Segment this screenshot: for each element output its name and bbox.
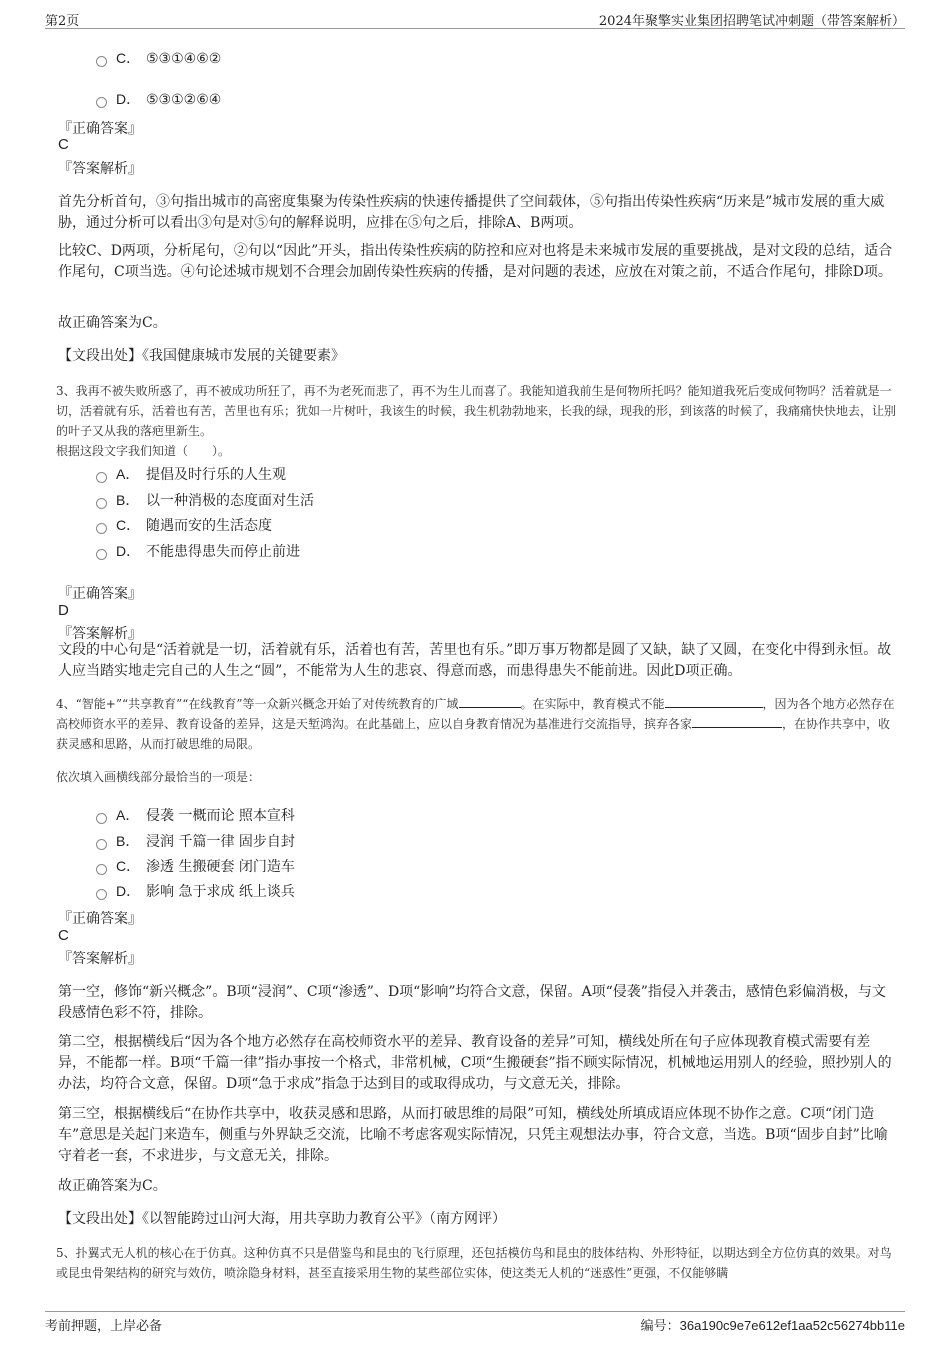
radio-icon[interactable] xyxy=(96,56,107,67)
q4-answer: C xyxy=(58,927,69,944)
q3-analysis: 文段的中心句是“活着就是一切，活着就有乐，活着也有苦，苦里也有乐。”即万事万物都是圆了又缺，缺了又圆，在变化中得到永恒。故人应当踏实地走完自己的人生之“圆”，不能常为人生的悲哀、得意而惑，而患得患失不能前进。因此D项正确。 xyxy=(58,642,892,679)
q4-analysis-p2: 第二空，根据横线后“因为各个地方必然存在高校师资水平的差异、教育设备的差异”可知，横线处所在句子应体现教育模式需要有差异，不能都一样。B项“千篇一律”指办事按一个格式，非常机械，C项“生搬硬套”指不顾实际情况，机械地运用别人的经验，照抄别人的办法，均符合文意，保留。D项“急于求成”指急于达到目的或取得成功，与文意无关，排除。 xyxy=(58,1034,892,1092)
q3-answer: D xyxy=(58,602,69,619)
radio-icon[interactable] xyxy=(96,549,107,560)
q2-option-c[interactable]: C． ⑤③①④⑥② xyxy=(96,48,221,68)
q4-answer-label: 『正确答案』 xyxy=(58,911,142,927)
q3-analysis-label: 『答案解析』 xyxy=(58,626,142,642)
blank-2 xyxy=(665,695,763,708)
q3-answer-label: 『正确答案』 xyxy=(58,586,142,602)
q4-analysis-p4: 故正确答案为C。 xyxy=(58,1178,167,1194)
q5-stem: 5、扑翼式无人机的核心在于仿真。这种仿真不只是借鉴鸟和昆虫的飞行原理，还包括模仿鸟和昆虫的肢体结构、外形特征，以期达到全方位仿真的效果。对鸟或昆虫骨架结构的研究与效仿，喷涂隐身材料，甚至直接采用生物的某些部位实体，使这类无人机的“迷惑性”更强，不仅能够瞒 xyxy=(56,1246,892,1280)
q4-option-a[interactable]: A． 侵袭 一概而论 照本宣科 xyxy=(96,805,295,825)
q2-answer-label: 『正确答案』 xyxy=(58,121,142,137)
q3-option-b[interactable]: B． 以一种消极的态度面对生活 xyxy=(96,490,314,510)
radio-icon[interactable] xyxy=(96,813,107,824)
q4-stem: 4、“智能+”“共享教育”“在线教育”等一众新兴概念开始了对传统教育的广域 。在实际中，教育模式不能 ，因为各个地方必然存在高校师资水平的差异、教育设备的差异，这是天堑鸿沟。在此基础上，应以自身教育情况为基准进行交流指导，摈弃各家 ，在协作共享中，收获灵感和思路，从而打破思维的局限。 xyxy=(56,697,895,751)
footer-slogan: 考前押题，上岸必备 xyxy=(45,1319,163,1334)
q2-answer: C xyxy=(58,136,69,153)
radio-icon[interactable] xyxy=(96,523,107,534)
q3-prompt: 根据这段文字我们知道（ ）。 xyxy=(56,444,231,458)
page-number: 第2页 xyxy=(45,14,80,29)
q4-prompt: 依次填入画横线部分最恰当的一项是： xyxy=(56,770,261,784)
radio-icon[interactable] xyxy=(96,498,107,509)
q4-analysis-label: 『答案解析』 xyxy=(58,951,142,967)
q3-stem: 3、我再不被失败所惑了，再不被成功所狂了，再不为老死而悲了，再不为生儿而喜了。我能知道我前生是何物所托吗？能知道我死后变成何物吗？活着就是一切，活着就有乐，活着也有苦，苦里也有乐；犹如一片树叶，我该生的时候，我生机勃勃地来，长我的绿，现我的形，到该落的时候了，我痛痛快快地去，让别的叶子又从我的落疤里新生。 xyxy=(56,384,897,438)
document-title: 2024年聚擎实业集团招聘笔试冲刺题（带答案解析） xyxy=(598,14,905,29)
q4-option-c[interactable]: C． 渗透 生搬硬套 闭门造车 xyxy=(96,856,295,876)
q2-analysis-p1: 首先分析首句，③句指出城市的高密度集聚为传染性疾病的快速传播提供了空间载体，⑤句指出传染性疾病“历来是”城市发展的重大威胁，通过分析可以看出③句是对⑤句的解释说明，应排在⑤句之后，排除A、B两项。 xyxy=(58,194,885,231)
q4-analysis-p3: 第三空，根据横线后“在协作共享中，收获灵感和思路，从而打破思维的局限”可知，横线处所填成语应体现不协作之意。C项“闭门造车”意思是关起门来造车，侧重与外界缺乏交流，比喻不考虑客观实际情况，只凭主观想法办事，符合文意，当选。B项“固步自封”比喻守着老一套，不求进步，与文意无关，排除。 xyxy=(58,1106,888,1164)
radio-icon[interactable] xyxy=(96,864,107,875)
q3-option-d[interactable]: D． 不能患得患失而停止前进 xyxy=(96,541,300,561)
q2-option-d[interactable]: D． ⑤③①②⑥④ xyxy=(96,89,221,109)
q4-analysis-p1: 第一空，修饰“新兴概念”。B项“浸润”、C项“渗透”、D项“影响”均符合文意，保留。A项“侵袭”指侵入并袭击，感情色彩偏消极，与文段感情色彩不符，排除。 xyxy=(58,984,886,1021)
blank-1 xyxy=(459,695,521,708)
radio-icon[interactable] xyxy=(96,839,107,850)
q4-option-b[interactable]: B． 浸润 千篇一律 固步自封 xyxy=(96,831,295,851)
q2-analysis-label: 『答案解析』 xyxy=(58,161,142,177)
page-header xyxy=(45,8,905,29)
page-footer xyxy=(45,1311,905,1334)
radio-icon[interactable] xyxy=(96,889,107,900)
radio-icon[interactable] xyxy=(96,472,107,483)
q2-source: 【文段出处】《我国健康城市发展的关键要素》 xyxy=(58,348,345,364)
q4-source: 【文段出处】《以智能跨过山河大海，用共享助力教育公平》（南方网评） xyxy=(58,1211,506,1227)
blank-3 xyxy=(692,715,782,728)
q3-option-a[interactable]: A． 提倡及时行乐的人生观 xyxy=(96,464,286,484)
radio-icon[interactable] xyxy=(96,97,107,108)
document-id: 编号：36a190c9e7e612ef1aa52c56274bb11e xyxy=(640,1318,905,1333)
q2-analysis-p2: 比较C、D两项，分析尾句，②句以“因此”开头，指出传染性疾病的防控和应对也将是未来城市发展的重要挑战，是对文段的总结，适合作尾句，C项当选。④句论述城市规划不合理会加剧传染性疾病的传播，是对问题的表述，应放在对策之前，不适合作尾句，排除D项。 xyxy=(58,243,893,280)
q2-analysis-p3: 故正确答案为C。 xyxy=(58,315,167,331)
q4-option-d[interactable]: D． 影响 急于求成 纸上谈兵 xyxy=(96,881,295,901)
q3-option-c[interactable]: C． 随遇而安的生活态度 xyxy=(96,515,272,535)
